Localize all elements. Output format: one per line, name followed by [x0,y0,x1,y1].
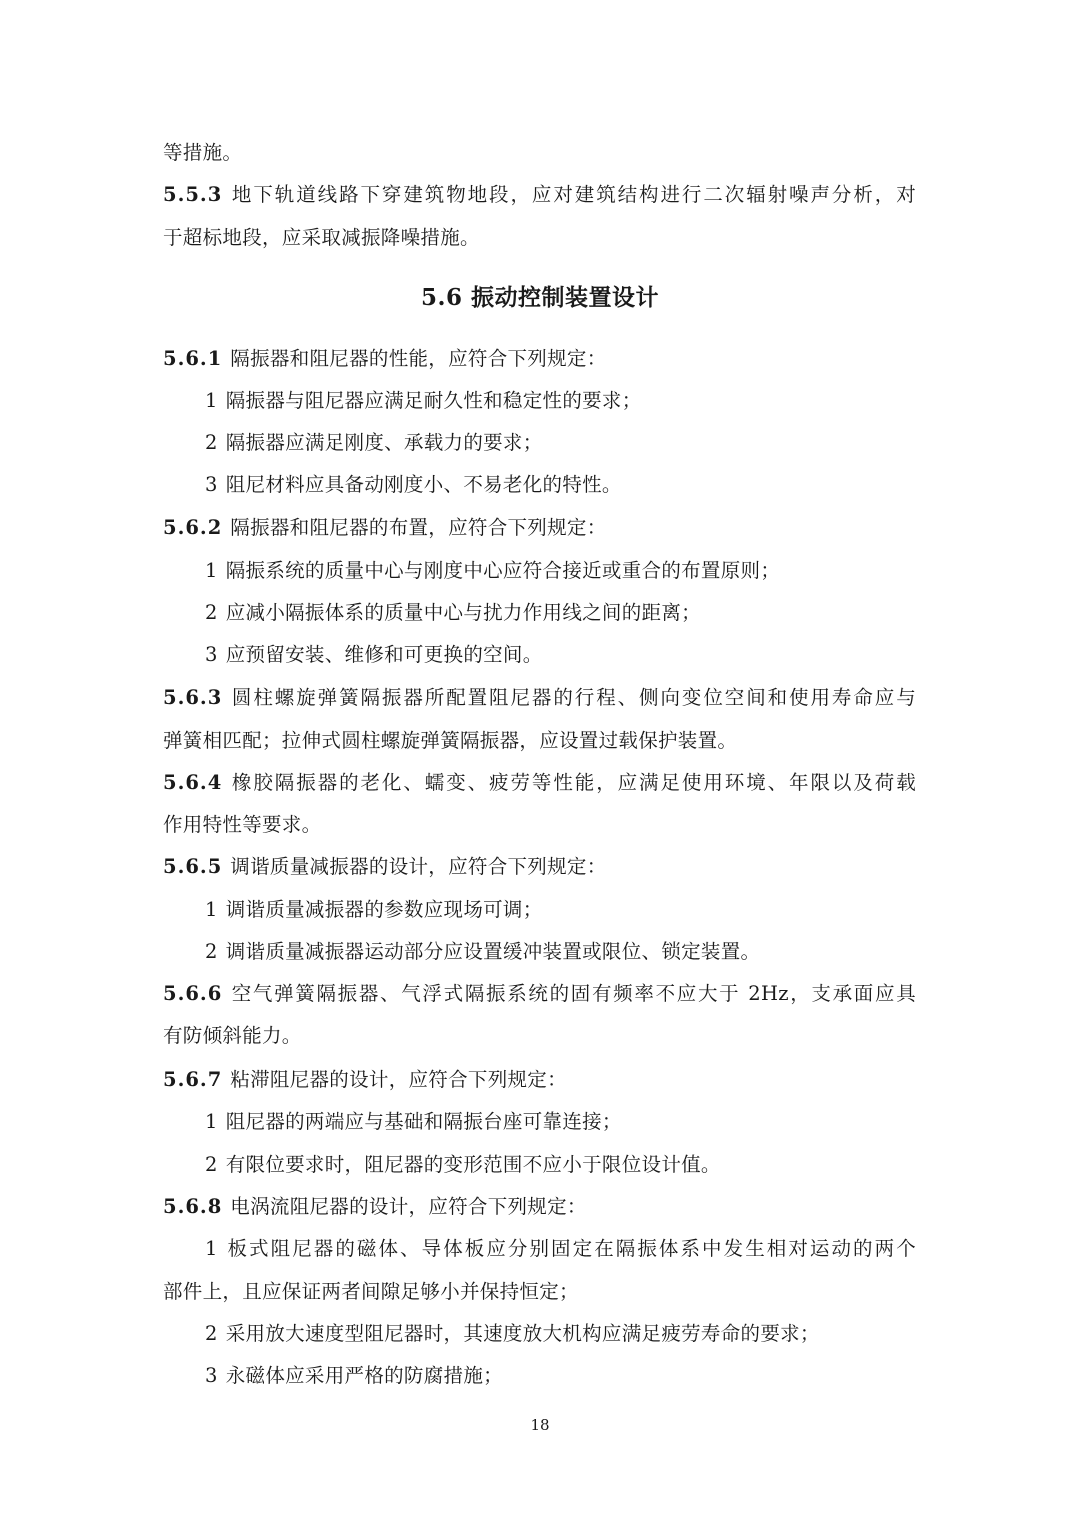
item-number: 1 [205,1110,218,1133]
item-number: 3 [205,473,218,496]
clause-number: 5.6.8 [163,1195,223,1218]
item-number: 2 [205,431,218,454]
item-number: 1 [205,559,218,582]
list-item [205,599,701,627]
list-item [205,429,543,457]
list-item [205,896,543,924]
clause-5-6-6-line-1 [163,980,916,1008]
item-text: 阻尼材料应具备动刚度小、不易老化的特性。 [225,473,622,496]
clause-5-6-7 [163,1066,567,1094]
clause-5-6-4-line-1 [163,769,916,797]
clause-text: 空气弹簧隔振器、气浮式隔振系统的固有频率不应大于 2Hz，支承面应具 [230,982,916,1005]
clause-5-6-4-line-2: 作用特性等要求。 [163,813,322,836]
section-heading: 5.6 振动控制装置设计 [420,284,660,311]
continuation-text: 等措施。 [163,141,243,164]
clause-5-5-3-line-1 [163,181,916,209]
clause-5-6-3-line-2: 弹簧相匹配；拉伸式圆柱螺旋弹簧隔振器，应设置过载保护装置。 [163,729,738,752]
clause-5-6-2 [163,514,607,542]
list-item [205,938,760,966]
item-text: 调谐质量减振器运动部分应设置缓冲装置或限位、锁定装置。 [225,940,761,963]
item-number: 2 [205,1153,218,1176]
list-item [205,641,543,669]
item-text: 隔振系统的质量中心与刚度中心应符合接近或重合的布置原则； [225,559,781,582]
clause-number: 5.6.6 [163,982,223,1005]
clause-number: 5.6.2 [163,516,223,539]
item-text: 采用放大速度型阻尼器时，其速度放大机构应满足疲劳寿命的要求； [225,1322,820,1345]
clause-5-6-5 [163,853,607,881]
clause-5-6-8 [163,1193,587,1221]
list-item [205,1108,622,1136]
clause-text: 粘滞阻尼器的设计，应符合下列规定： [230,1068,567,1091]
clause-text: 橡胶隔振器的老化、蠕变、疲劳等性能，应满足使用环境、年限以及荷载 [230,771,916,794]
list-item [205,471,622,499]
page-number: 18 [530,1416,550,1434]
item-number: 2 [205,1322,218,1345]
clause-number: 5.6.3 [163,686,223,709]
item-text: 隔振器与阻尼器应满足耐久性和稳定性的要求； [225,389,642,412]
item-text: 板式阻尼器的磁体、导体板应分别固定在隔振体系中发生相对运动的两个 [225,1237,916,1260]
clause-number: 5.6.4 [163,771,223,794]
item-number: 2 [205,601,218,624]
list-item-continuation: 部件上，且应保证两者间隙足够小并保持恒定； [163,1280,579,1303]
list-item [205,1320,820,1348]
clause-number: 5.6.7 [163,1068,223,1091]
list-item [205,557,780,585]
item-number: 1 [205,898,218,921]
clause-text: 调谐质量减振器的设计，应符合下列规定： [230,855,607,878]
item-number: 3 [205,1364,218,1387]
clause-5-6-1 [163,345,607,373]
item-text: 阻尼器的两端应与基础和隔振台座可靠连接； [225,1110,622,1133]
item-text: 永磁体应采用严格的防腐措施； [225,1364,503,1387]
item-text: 应减小隔振体系的质量中心与扰力作用线之间的距离； [225,601,701,624]
item-number: 3 [205,643,218,666]
clause-text: 隔振器和阻尼器的布置，应符合下列规定： [230,516,607,539]
clause-number: 5.6.5 [163,855,223,878]
item-number: 1 [205,1237,218,1260]
clause-5-5-3-line-2: 于超标地段，应采取减振降噪措施。 [163,226,480,249]
item-text: 有限位要求时，阻尼器的变形范围不应小于限位设计值。 [225,1153,721,1176]
list-item [205,1151,721,1179]
list-item [205,1362,503,1390]
clause-text: 圆柱螺旋弹簧隔振器所配置阻尼器的行程、侧向变位空间和使用寿命应与 [230,686,916,709]
clause-5-6-3-line-1 [163,684,916,712]
item-text: 应预留安装、维修和可更换的空间。 [225,643,543,666]
item-text: 隔振器应满足刚度、承载力的要求； [225,431,543,454]
clause-number: 5.6.1 [163,347,223,370]
item-number: 1 [205,389,218,412]
item-number: 2 [205,940,218,963]
item-text: 调谐质量减振器的参数应现场可调； [225,898,543,921]
clause-5-6-6-line-2: 有防倾斜能力。 [163,1024,302,1047]
clause-text: 地下轨道线路下穿建筑物地段，应对建筑结构进行二次辐射噪声分析，对 [230,183,916,206]
list-item [205,387,642,415]
clause-number: 5.5.3 [163,183,223,206]
list-item [205,1235,916,1263]
clause-text: 隔振器和阻尼器的性能，应符合下列规定： [230,347,607,370]
clause-text: 电涡流阻尼器的设计，应符合下列规定： [230,1195,587,1218]
